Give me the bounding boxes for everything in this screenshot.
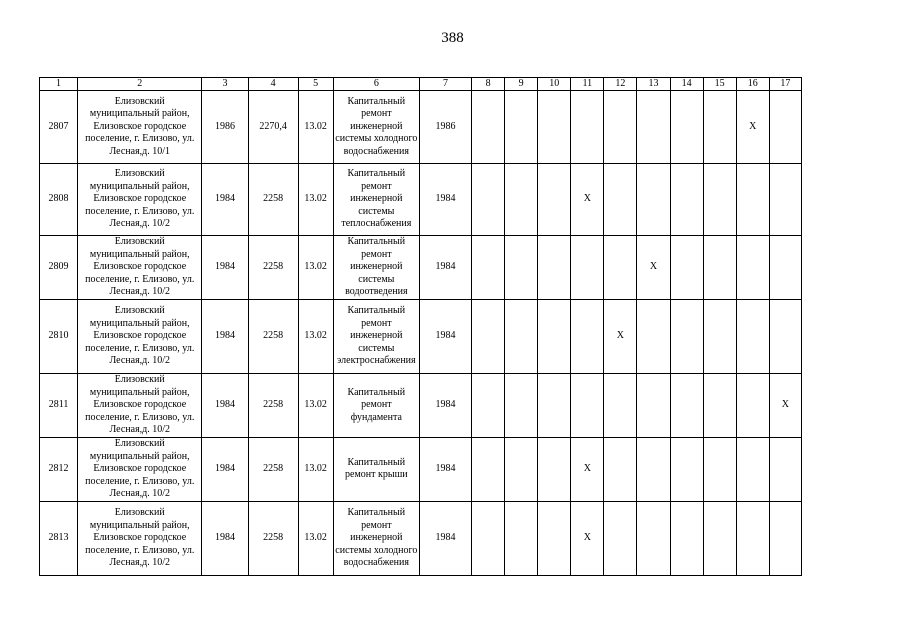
table-row [40, 164, 802, 236]
column-header: 10 [538, 78, 571, 91]
empty-cell [472, 91, 505, 164]
empty-cell [736, 373, 769, 437]
address-cell: Елизовский муниципальный район, Елизовское городское поселение, г. Елизово, ул. Лесная,д. 10/1 [78, 91, 202, 164]
header-row [40, 78, 802, 91]
address-cell: Елизовский муниципальный район, Елизовское городское поселение, г. Елизово, ул. Лесная,д. 10/2 [78, 299, 202, 373]
empty-cell [703, 299, 736, 373]
empty-cell [538, 299, 571, 373]
empty-cell [472, 164, 505, 236]
work-year-cell: 1984 [419, 501, 471, 575]
column-header: 3 [202, 78, 248, 91]
work-year-cell: 1984 [419, 164, 471, 236]
empty-cell [703, 91, 736, 164]
column-header: 14 [670, 78, 703, 91]
table-row [40, 236, 802, 300]
work-type-cell: Капитальный ремонт инженерной системы холодного водоснабжения [333, 501, 419, 575]
column-header: 1 [40, 78, 78, 91]
build-year-cell: 1986 [202, 91, 248, 164]
column-header: 13 [637, 78, 670, 91]
column-header: 6 [333, 78, 419, 91]
empty-cell [472, 501, 505, 575]
empty-cell [769, 91, 801, 164]
empty-cell [637, 91, 670, 164]
empty-cell [505, 299, 538, 373]
build-year-cell: 1984 [202, 299, 248, 373]
empty-cell [736, 437, 769, 501]
row-id-cell: 2809 [40, 236, 78, 300]
empty-cell [736, 299, 769, 373]
empty-cell [637, 437, 670, 501]
empty-cell [637, 501, 670, 575]
empty-cell [472, 373, 505, 437]
code-cell: 13.02 [298, 373, 333, 437]
column-header: 4 [248, 78, 298, 91]
area-cell: 2258 [248, 164, 298, 236]
empty-cell [637, 299, 670, 373]
code-cell: 13.02 [298, 91, 333, 164]
empty-cell [703, 501, 736, 575]
empty-cell [538, 91, 571, 164]
mark-cell: X [637, 236, 670, 300]
empty-cell [637, 373, 670, 437]
area-cell: 2258 [248, 501, 298, 575]
empty-cell [571, 236, 604, 300]
table-row [40, 373, 802, 437]
empty-cell [538, 164, 571, 236]
table-row [40, 501, 802, 575]
empty-cell [769, 164, 801, 236]
work-year-cell: 1984 [419, 437, 471, 501]
row-id-cell: 2811 [40, 373, 78, 437]
work-type-cell: Капитальный ремонт крыши [333, 437, 419, 501]
empty-cell [505, 501, 538, 575]
code-cell: 13.02 [298, 501, 333, 575]
empty-cell [604, 236, 637, 300]
column-header: 5 [298, 78, 333, 91]
work-type-cell: Капитальный ремонт фундамента [333, 373, 419, 437]
empty-cell [670, 437, 703, 501]
empty-cell [571, 373, 604, 437]
empty-cell [736, 501, 769, 575]
build-year-cell: 1984 [202, 437, 248, 501]
empty-cell [769, 299, 801, 373]
mark-cell: X [736, 91, 769, 164]
empty-cell [670, 91, 703, 164]
mark-cell: X [571, 501, 604, 575]
build-year-cell: 1984 [202, 164, 248, 236]
empty-cell [769, 501, 801, 575]
code-cell: 13.02 [298, 236, 333, 300]
empty-cell [736, 236, 769, 300]
address-cell: Елизовский муниципальный район, Елизовское городское поселение, г. Елизово, ул. Лесная,д. 10/2 [78, 501, 202, 575]
empty-cell [670, 164, 703, 236]
area-cell: 2270,4 [248, 91, 298, 164]
build-year-cell: 1984 [202, 501, 248, 575]
column-header: 2 [78, 78, 202, 91]
code-cell: 13.02 [298, 299, 333, 373]
mark-cell: X [571, 164, 604, 236]
area-cell: 2258 [248, 373, 298, 437]
empty-cell [505, 437, 538, 501]
address-cell: Елизовский муниципальный район, Елизовское городское поселение, г. Елизово, ул. Лесная,д. 10/2 [78, 164, 202, 236]
empty-cell [472, 299, 505, 373]
column-header: 17 [769, 78, 801, 91]
empty-cell [604, 164, 637, 236]
mark-cell: X [604, 299, 637, 373]
empty-cell [538, 236, 571, 300]
empty-cell [670, 236, 703, 300]
work-type-cell: Капитальный ремонт инженерной системы водоотведения [333, 236, 419, 300]
column-header: 15 [703, 78, 736, 91]
column-header: 9 [505, 78, 538, 91]
row-id-cell: 2813 [40, 501, 78, 575]
work-type-cell: Капитальный ремонт инженерной системы теплоснабжения [333, 164, 419, 236]
code-cell: 13.02 [298, 437, 333, 501]
column-header: 7 [419, 78, 471, 91]
empty-cell [472, 236, 505, 300]
empty-cell [538, 501, 571, 575]
address-cell: Елизовский муниципальный район, Елизовское городское поселение, г. Елизово, ул. Лесная,д. 10/2 [78, 236, 202, 300]
empty-cell [505, 373, 538, 437]
work-year-cell: 1984 [419, 236, 471, 300]
row-id-cell: 2812 [40, 437, 78, 501]
empty-cell [505, 236, 538, 300]
column-header: 8 [472, 78, 505, 91]
empty-cell [538, 437, 571, 501]
work-year-cell: 1986 [419, 91, 471, 164]
row-id-cell: 2808 [40, 164, 78, 236]
work-type-cell: Капитальный ремонт инженерной системы электроснабжения [333, 299, 419, 373]
empty-cell [703, 236, 736, 300]
empty-cell [505, 91, 538, 164]
empty-cell [736, 164, 769, 236]
empty-cell [703, 437, 736, 501]
table-row [40, 299, 802, 373]
address-cell: Елизовский муниципальный район, Елизовское городское поселение, г. Елизово, ул. Лесная,д. 10/2 [78, 437, 202, 501]
empty-cell [769, 236, 801, 300]
table-row [40, 437, 802, 501]
empty-cell [571, 299, 604, 373]
build-year-cell: 1984 [202, 236, 248, 300]
address-cell: Елизовский муниципальный район, Елизовское городское поселение, г. Елизово, ул. Лесная,д. 10/2 [78, 373, 202, 437]
empty-cell [571, 91, 604, 164]
column-header: 16 [736, 78, 769, 91]
works-table [39, 77, 802, 576]
column-header: 11 [571, 78, 604, 91]
code-cell: 13.02 [298, 164, 333, 236]
page-number: 388 [441, 30, 464, 46]
area-cell: 2258 [248, 236, 298, 300]
empty-cell [703, 164, 736, 236]
column-header: 12 [604, 78, 637, 91]
empty-cell [637, 164, 670, 236]
row-id-cell: 2810 [40, 299, 78, 373]
empty-cell [670, 501, 703, 575]
work-year-cell: 1984 [419, 373, 471, 437]
mark-cell: X [571, 437, 604, 501]
mark-cell: X [769, 373, 801, 437]
work-type-cell: Капитальный ремонт инженерной системы холодного водоснабжения [333, 91, 419, 164]
area-cell: 2258 [248, 299, 298, 373]
empty-cell [538, 373, 571, 437]
empty-cell [703, 373, 736, 437]
empty-cell [604, 373, 637, 437]
empty-cell [604, 91, 637, 164]
area-cell: 2258 [248, 437, 298, 501]
empty-cell [670, 299, 703, 373]
empty-cell [604, 437, 637, 501]
row-id-cell: 2807 [40, 91, 78, 164]
empty-cell [769, 437, 801, 501]
empty-cell [505, 164, 538, 236]
work-year-cell: 1984 [419, 299, 471, 373]
empty-cell [472, 437, 505, 501]
empty-cell [670, 373, 703, 437]
empty-cell [604, 501, 637, 575]
table-row [40, 91, 802, 164]
build-year-cell: 1984 [202, 373, 248, 437]
